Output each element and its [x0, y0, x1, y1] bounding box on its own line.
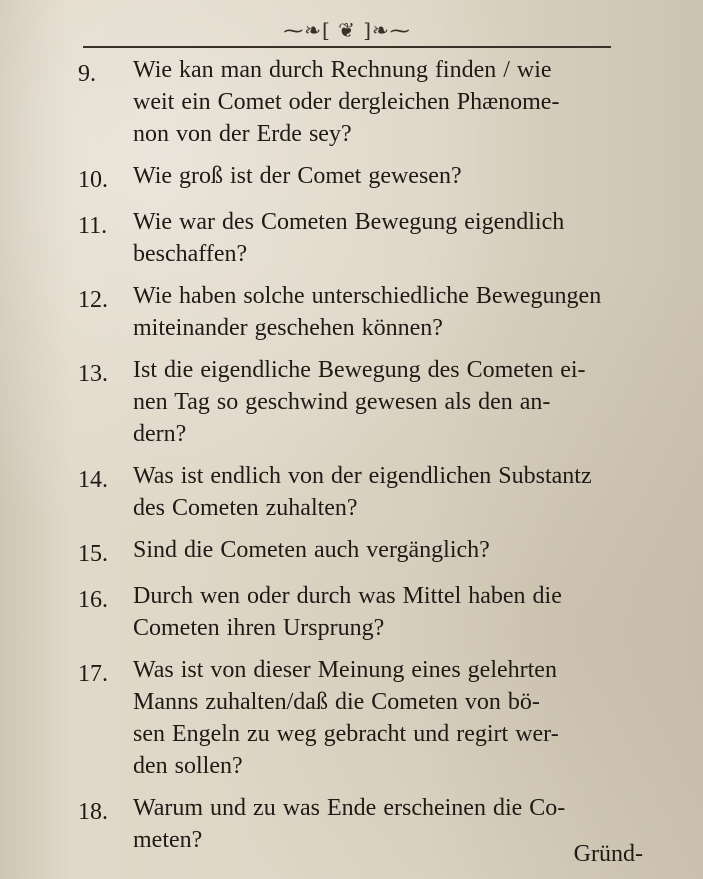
question-text [133, 206, 643, 270]
question-list [78, 54, 643, 866]
text-line: meten? [133, 827, 203, 853]
question-entry-16 [78, 580, 643, 644]
question-entry-12 [78, 280, 643, 344]
text-line: Ist die eigendliche Bewegung des Cometen ei- [133, 357, 586, 383]
page-header [83, 18, 611, 52]
question-entry-14 [78, 460, 643, 524]
text-line: nen Tag so geschwind gewesen als den an- [133, 389, 551, 415]
question-number: 10. [78, 167, 108, 193]
ornament: ⁓❧[ ❦ ]❧⁓ [283, 18, 411, 42]
question-entry-17 [78, 654, 643, 782]
text-line: Sind die Cometen auch vergänglich? [133, 537, 490, 563]
question-text [133, 54, 643, 150]
question-number: 9. [78, 61, 96, 87]
question-text [133, 354, 643, 450]
question-number: 17. [78, 661, 108, 687]
text-line: miteinander geschehen können? [133, 315, 443, 341]
text-line: des Cometen zuhalten? [133, 495, 358, 521]
text-line: Cometen ihren Ursprung? [133, 615, 385, 641]
question-entry-15 [78, 534, 643, 570]
text-line: Warum und zu was Ende erscheinen die Co- [133, 795, 566, 821]
question-text [133, 160, 643, 192]
question-entry-18 [78, 792, 643, 856]
question-number: 12. [78, 287, 108, 313]
question-number: 11. [78, 213, 108, 239]
header-rule [83, 46, 611, 48]
question-entry-10 [78, 160, 643, 196]
question-text [133, 580, 643, 644]
text-line: Was ist endlich von der eigendlichen Substantz [133, 463, 592, 489]
question-entry-13 [78, 354, 643, 450]
text-line: weit ein Comet oder dergleichen Phænome- [133, 89, 560, 115]
question-entry-11 [78, 206, 643, 270]
catchword: Gründ- [573, 841, 643, 867]
question-entry-9 [78, 54, 643, 150]
text-line: Wie kan man durch Rechnung finden / wie [133, 57, 552, 83]
text-line: den sollen? [133, 753, 243, 779]
text-line: Wie haben solche unterschiedliche Bewegungen [133, 283, 602, 309]
question-number: 13. [78, 361, 108, 387]
text-line: Wie war des Cometen Bewegung eigendlich [133, 209, 565, 235]
text-line: Wie groß ist der Comet gewesen? [133, 163, 462, 189]
question-text [133, 792, 643, 856]
text-line: Was ist von dieser Meinung eines gelehrten [133, 657, 557, 683]
text-line: sen Engeln zu weg gebracht und regirt wer- [133, 721, 559, 747]
question-text [133, 460, 643, 524]
text-line: dern? [133, 421, 187, 447]
question-number: 16. [78, 587, 108, 613]
question-text [133, 654, 643, 782]
question-text [133, 534, 643, 566]
question-number: 18. [78, 799, 108, 825]
text-line: Durch wen oder durch was Mittel haben die [133, 583, 562, 609]
text-line: non von der Erde sey? [133, 121, 352, 147]
question-number: 15. [78, 541, 108, 567]
question-number: 14. [78, 467, 108, 493]
text-line: beschaffen? [133, 241, 248, 267]
text-line: Manns zuhalten/daß die Cometen von bö- [133, 689, 540, 715]
question-text [133, 280, 643, 344]
